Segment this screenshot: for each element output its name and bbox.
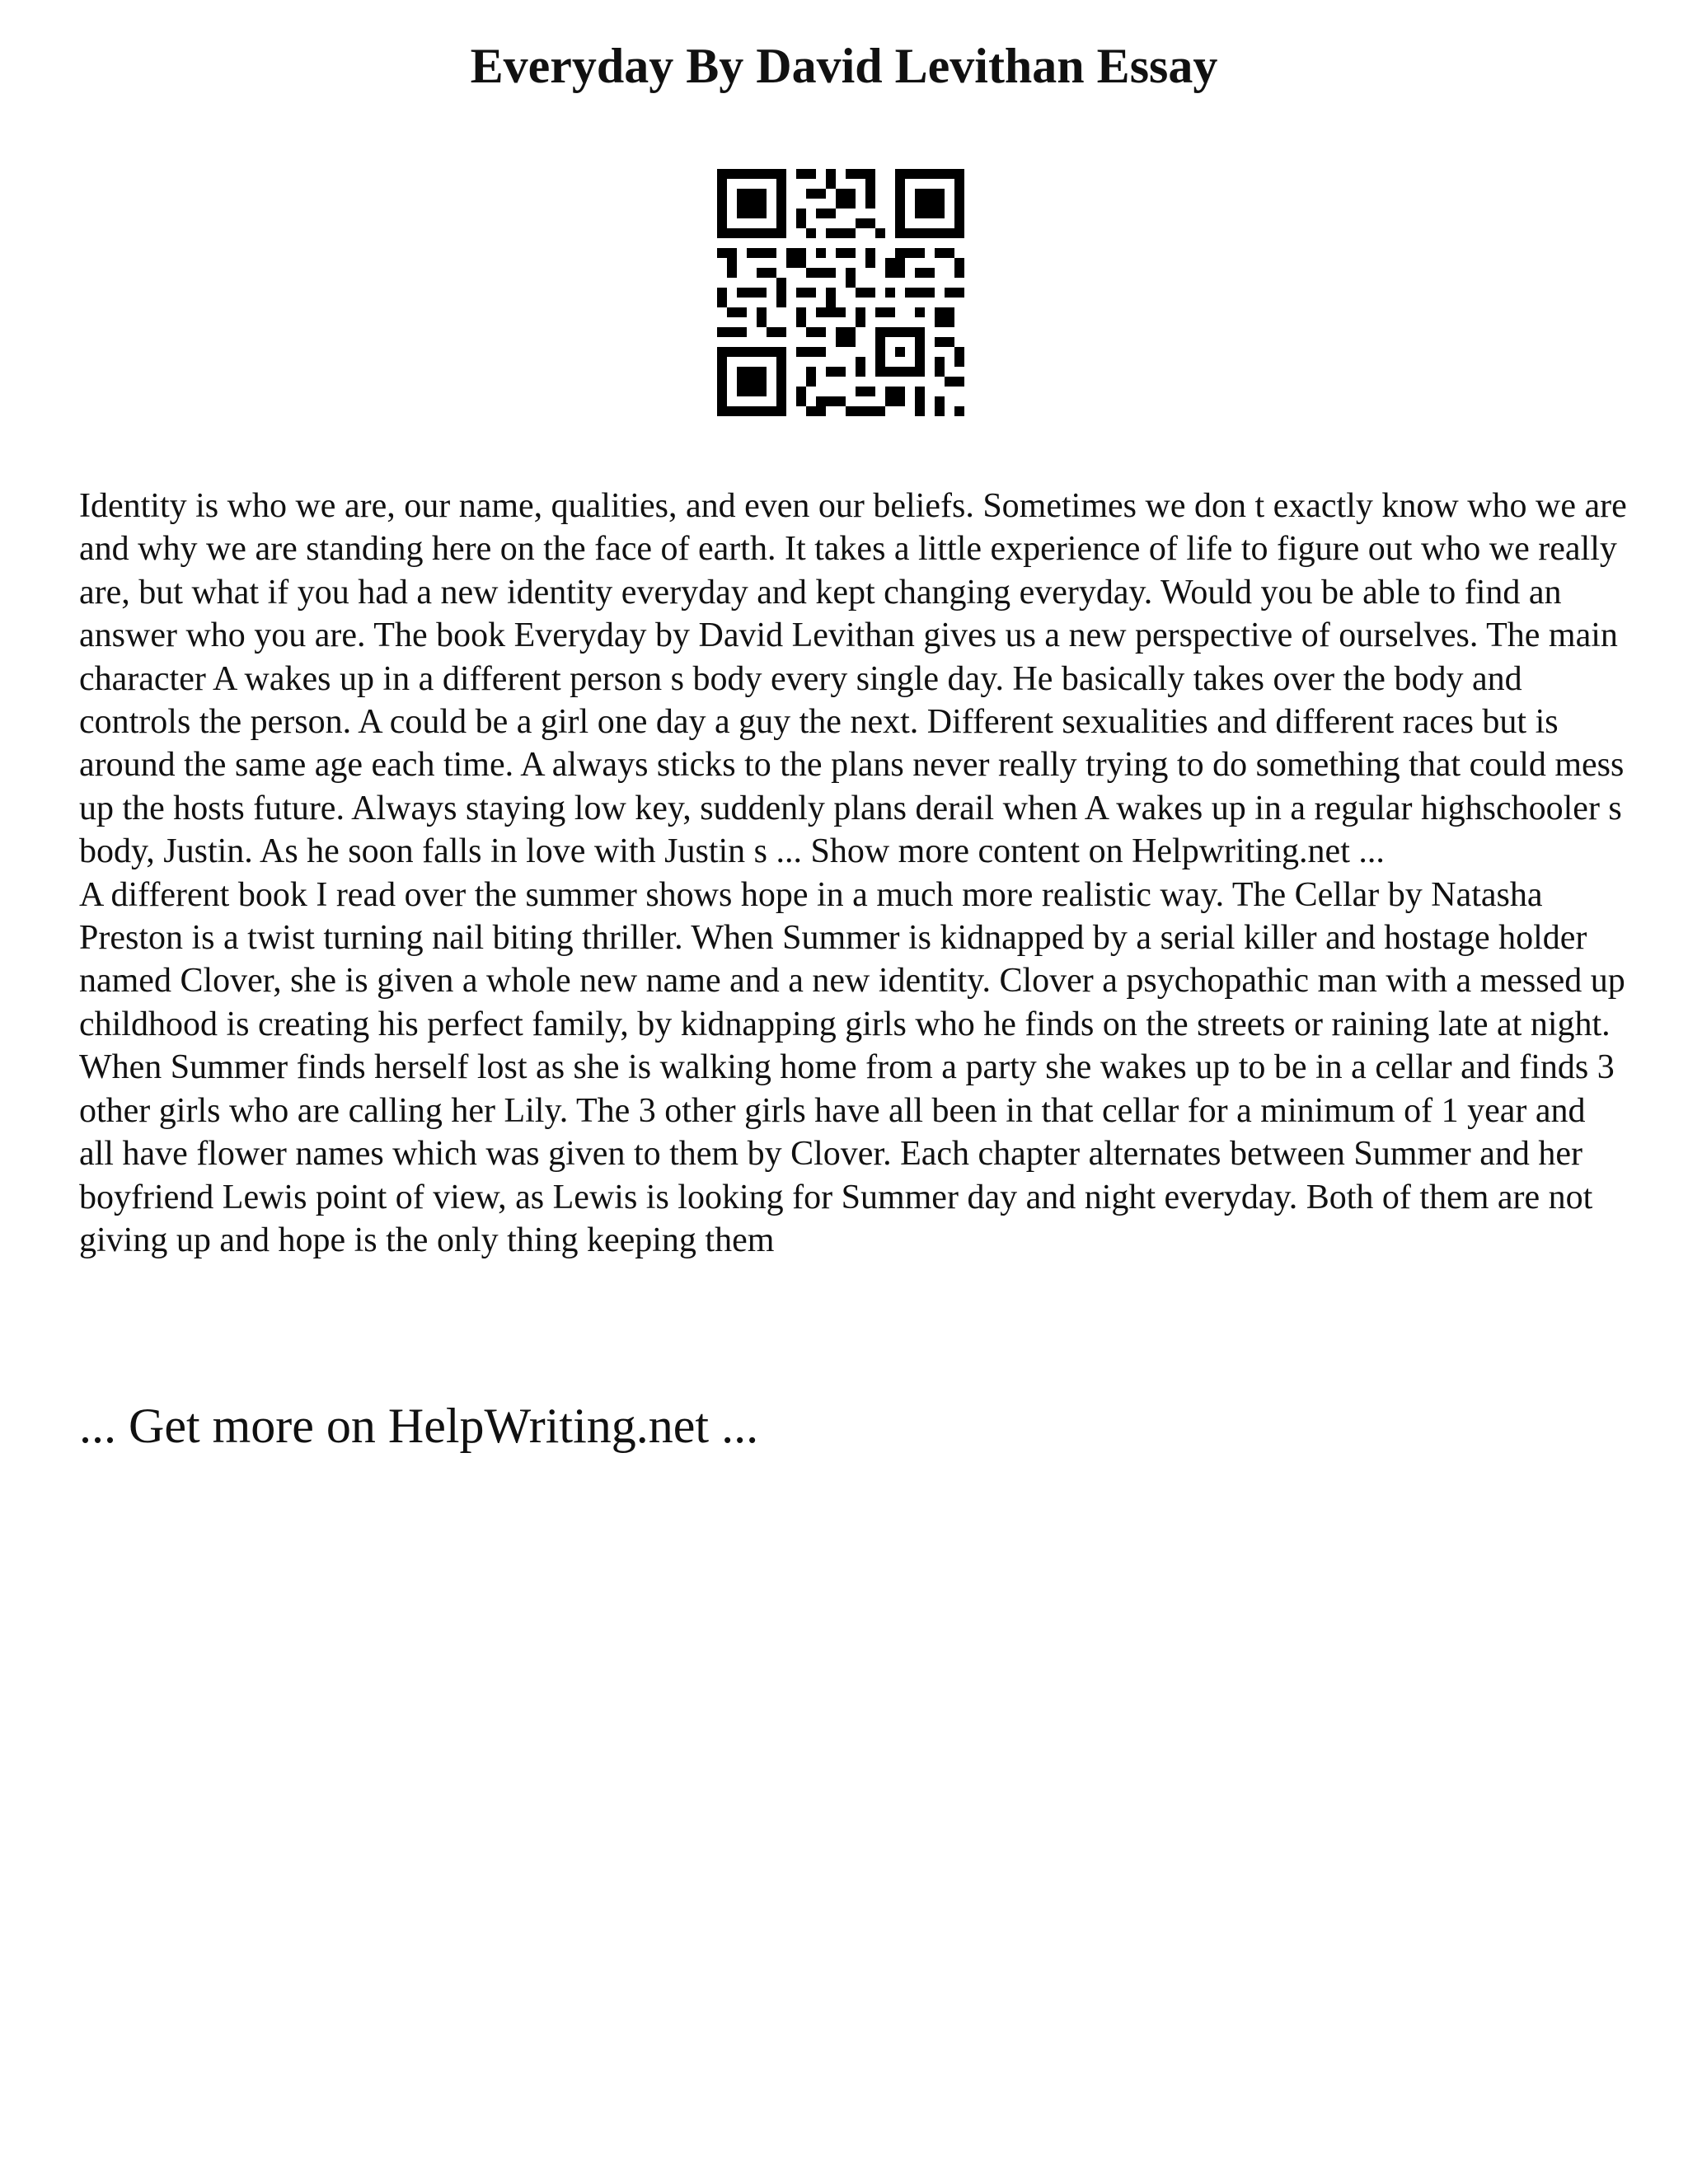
essay-paragraph-1: Identity is who we are, our name, qualities, and even our beliefs. Sometimes we don t exactly know who we are and why we are standing here on the face of earth. It takes a little experience of life to figure out who we really are, but what if you had a new identity everyday and kept changing everyday. Would you be able to find an answer who you are. The book Everyday by David Levithan gives us a new perspective of ourselves. The main character A wakes up in a different person s body every single day. He basically takes over the body and controls the person. A could be a girl one day a guy the next. Different sexualities and different races but is around the same age each time. A always sticks to the plans never really trying to do something that could mess up the hosts future. Always staying low key, suddenly plans derail when A wakes up in a regular highschooler s body, Justin. As he soon falls in love with Justin s ... Show more content on Helpwriting.net ... xyxy=(79,487,1627,871)
essay-paragraph-2: A different book I read over the summer shows hope in a much more realistic way. The Cellar by Natasha Preston is a twist turning nail biting thriller. When Summer is kidnapped by a serial killer and hostage holder named Clover, she is given a whole new name and a new identity. Clover a psychopathic man with a messed up childhood is creating his perfect family, by kidnapping girls who he finds on the streets or raining late at night. When Summer finds herself lost as she is walking home from a party she wakes up to be in a cellar and finds 3 other girls who are calling her Lily. The 3 other girls have all been in that cellar for a minimum of 1 year and all have flower names which was given to them by Clover. Each chapter alternates between Summer and her boyfriend Lewis point of view, as Lewis is looking for Summer day and night everyday. Both of them are not giving up and hope is the only thing keeping them xyxy=(79,875,1625,1259)
qr-code-icon xyxy=(717,169,964,416)
get-more-text: ... Get more on HelpWriting.net ... xyxy=(79,1399,759,1453)
essay-body xyxy=(79,485,1629,1262)
document-title: Everyday By David Levithan Essay xyxy=(470,39,1218,93)
